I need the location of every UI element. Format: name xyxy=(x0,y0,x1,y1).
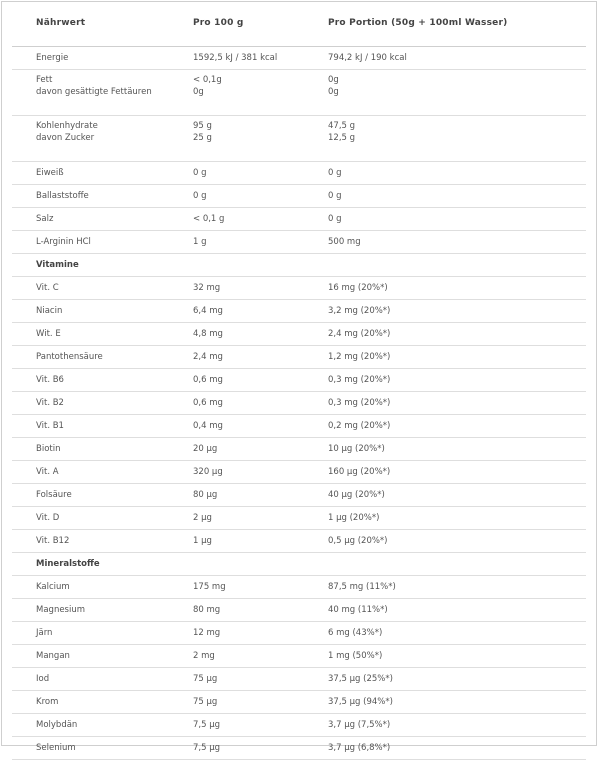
per-100g-cell xyxy=(193,120,212,144)
table-row xyxy=(12,507,586,530)
per-100g-cell xyxy=(193,466,223,478)
per-portion-cell xyxy=(328,374,390,386)
per-portion-cell-value: 37,5 µg (94%*) xyxy=(328,697,393,707)
per-100g-cell-value: 7,5 µg xyxy=(193,743,221,753)
per-100g-cell-value: 1 g xyxy=(193,237,207,247)
per-portion-cell xyxy=(328,305,390,317)
per-portion-cell-value: 1 µg (20%*) xyxy=(328,513,380,523)
nutrient-name-value: Iod xyxy=(36,674,50,684)
per-portion-cell-value: 6 mg (43%*) xyxy=(328,628,383,638)
nutrient-name-value: L-Arginin HCl xyxy=(36,237,91,247)
per-portion-cell-value: 47,5 g xyxy=(328,121,356,131)
table-row xyxy=(12,277,586,300)
per-100g-cell xyxy=(193,52,277,64)
per-portion-cell xyxy=(328,650,382,662)
per-100g-cell xyxy=(193,742,220,754)
table-row xyxy=(12,185,586,208)
nutrient-name xyxy=(36,719,77,731)
per-100g-cell xyxy=(193,374,223,386)
per-portion-cell xyxy=(328,282,388,294)
per-100g-cell-value: 1 µg xyxy=(193,536,212,546)
per-100g-cell-value: 0 g xyxy=(193,168,207,178)
nutrient-name-value: Magnesium xyxy=(36,605,86,615)
nutrient-name xyxy=(36,512,59,524)
per-portion-cell xyxy=(328,236,361,248)
per-portion-cell-value: 0,5 µg (20%*) xyxy=(328,536,388,546)
per-portion-cell-value: 87,5 mg (11%*) xyxy=(328,582,396,592)
nutrient-name xyxy=(36,535,69,547)
nutrient-name-value: Energie xyxy=(36,53,69,63)
table-row xyxy=(12,645,586,668)
per-100g-cell-value: 12 mg xyxy=(193,628,221,638)
nutrient-name xyxy=(36,581,70,593)
nutrient-name xyxy=(36,120,98,144)
per-100g-cell xyxy=(193,512,212,524)
per-100g-cell-value: 7,5 µg xyxy=(193,720,221,730)
section-row xyxy=(12,254,586,277)
per-portion-cell xyxy=(328,489,385,501)
table-row xyxy=(12,231,586,254)
per-portion-cell xyxy=(328,397,390,409)
per-100g-cell xyxy=(193,190,207,202)
per-portion-cell-value: 3,2 mg (20%*) xyxy=(328,306,391,316)
per-100g-cell-value: 0,6 mg xyxy=(193,375,223,385)
nutrient-name xyxy=(36,696,58,708)
per-portion-cell xyxy=(328,351,390,363)
table-row xyxy=(12,47,586,70)
nutrient-name-value: Biotin xyxy=(36,444,61,454)
per-portion-cell-value: 1,2 mg (20%*) xyxy=(328,352,391,362)
section-label: Mineralstoffe xyxy=(36,559,100,569)
table-row xyxy=(12,323,586,346)
per-100g-cell-value: 0 g xyxy=(193,191,207,201)
nutrient-name-value: Krom xyxy=(36,697,59,707)
table-row xyxy=(12,70,586,116)
nutrition-table xyxy=(1,1,597,753)
nutrient-name-value: Vit. A xyxy=(36,467,59,477)
per-portion-cell xyxy=(328,696,393,708)
per-portion-cell-value: 0,3 mg (20%*) xyxy=(328,398,391,408)
per-portion-cell xyxy=(328,742,390,754)
per-portion-cell xyxy=(328,420,390,432)
nutrient-name-value: Kohlenhydrate xyxy=(36,121,98,131)
per-100g-cell-value: 75 µg xyxy=(193,674,218,684)
nutrient-name-value: Vit. B12 xyxy=(36,536,70,546)
per-100g-cell xyxy=(193,581,226,593)
per-portion-cell-value: 0g xyxy=(328,75,339,85)
per-portion-cell-value: 3,7 µg (7,5%*) xyxy=(328,720,391,730)
per-portion-cell-value: 40 µg (20%*) xyxy=(328,490,385,500)
per-100g-cell-value: 95 g xyxy=(193,121,212,131)
nutrient-name xyxy=(36,374,64,386)
per-portion-cell-value: 0 g xyxy=(328,214,342,224)
per-100g-cell xyxy=(193,535,212,547)
per-portion-cell-value: 37,5 µg (25%*) xyxy=(328,674,393,684)
table-row xyxy=(12,484,586,507)
nutrient-name-value: Kalcium xyxy=(36,582,70,592)
nutrient-name-value: Eiweiß xyxy=(36,168,64,178)
per-portion-cell-value: 0,3 mg (20%*) xyxy=(328,375,391,385)
per-100g-cell-value: 6,4 mg xyxy=(193,306,223,316)
per-portion-cell-value: 794,2 kJ / 190 kcal xyxy=(328,53,407,63)
per-portion-cell-value: 40 mg (11%*) xyxy=(328,605,388,615)
per-100g-cell-value: 2,4 mg xyxy=(193,352,223,362)
nutrient-name xyxy=(36,673,49,685)
nutrient-name-value: Vit. B1 xyxy=(36,421,64,431)
per-100g-cell xyxy=(193,328,223,340)
per-100g-cell xyxy=(193,650,215,662)
nutrient-name xyxy=(36,742,76,754)
nutrient-name xyxy=(36,351,103,363)
table-row xyxy=(12,116,586,162)
header-per-100g: Pro 100 g xyxy=(193,18,244,28)
nutrient-name xyxy=(36,305,62,317)
per-portion-cell xyxy=(328,74,339,98)
nutrient-name-value: Vit. D xyxy=(36,513,60,523)
per-100g-cell xyxy=(193,489,217,501)
nutrient-name xyxy=(36,650,70,662)
table-row xyxy=(12,162,586,185)
per-100g-cell xyxy=(193,167,207,179)
per-100g-cell xyxy=(193,213,224,225)
nutrient-name-value: Vit. B2 xyxy=(36,398,64,408)
nutrient-name xyxy=(36,328,61,340)
table-header xyxy=(2,2,596,46)
nutrient-name-value: Selenium xyxy=(36,743,76,753)
table-row xyxy=(12,369,586,392)
per-100g-cell-value: 75 µg xyxy=(193,697,218,707)
table-row xyxy=(12,576,586,599)
per-portion-cell-value: 0 g xyxy=(328,168,342,178)
nutrient-name xyxy=(36,167,64,179)
nutrient-name-value: Fett xyxy=(36,75,53,85)
per-100g-cell-subvalue: 25 g xyxy=(193,133,212,143)
per-100g-cell xyxy=(193,443,217,455)
per-portion-cell xyxy=(328,627,382,639)
table-row xyxy=(12,530,586,553)
per-100g-cell-value: < 0,1 g xyxy=(193,214,225,224)
per-100g-cell-value: 0,6 mg xyxy=(193,398,223,408)
section-label: Vitamine xyxy=(36,260,79,270)
table-row xyxy=(12,392,586,415)
per-portion-cell xyxy=(328,328,390,340)
per-portion-cell xyxy=(328,581,396,593)
per-100g-cell-value: 4,8 mg xyxy=(193,329,223,339)
per-100g-cell-subvalue: 0g xyxy=(193,87,204,97)
per-portion-cell xyxy=(328,443,385,455)
nutrient-name xyxy=(36,489,72,501)
per-portion-cell-value: 160 µg (20%*) xyxy=(328,467,391,477)
nutrient-name xyxy=(36,282,59,294)
per-100g-cell-value: 1592,5 kJ / 381 kcal xyxy=(193,53,278,63)
per-portion-cell-value: 3,7 µg (6,8%*) xyxy=(328,743,391,753)
per-portion-cell-value: 16 mg (20%*) xyxy=(328,283,388,293)
nutrient-name xyxy=(36,627,52,639)
per-portion-cell-subvalue: 0g xyxy=(328,87,339,97)
per-100g-cell-value: 80 mg xyxy=(193,605,221,615)
per-100g-cell-value: 2 µg xyxy=(193,513,212,523)
per-portion-cell xyxy=(328,190,342,202)
per-portion-cell-subvalue: 12,5 g xyxy=(328,133,356,143)
table-row xyxy=(12,461,586,484)
nutrient-name-value: Pantothensäure xyxy=(36,352,103,362)
per-100g-cell-value: 0,4 mg xyxy=(193,421,223,431)
nutrient-name-value: Folsäure xyxy=(36,490,72,500)
per-portion-cell xyxy=(328,512,379,524)
per-100g-cell xyxy=(193,397,223,409)
per-100g-cell-value: 320 µg xyxy=(193,467,223,477)
per-portion-cell xyxy=(328,52,407,64)
table-row xyxy=(12,622,586,645)
table-row xyxy=(12,438,586,461)
per-100g-cell xyxy=(193,719,220,731)
nutrient-name-value: Wit. E xyxy=(36,329,61,339)
nutrient-name xyxy=(36,443,60,455)
nutrient-name xyxy=(36,604,85,616)
table-row xyxy=(12,208,586,231)
per-100g-cell xyxy=(193,282,220,294)
nutrient-name-value: Vit. C xyxy=(36,283,59,293)
table-row xyxy=(12,300,586,323)
per-portion-cell-value: 10 µg (20%*) xyxy=(328,444,385,454)
nutrient-name-value: Molybdän xyxy=(36,720,78,730)
per-100g-cell xyxy=(193,420,223,432)
per-100g-cell xyxy=(193,351,223,363)
table-row xyxy=(12,415,586,438)
per-portion-cell xyxy=(328,466,390,478)
table-row xyxy=(12,714,586,737)
per-portion-cell xyxy=(328,719,390,731)
per-100g-cell xyxy=(193,627,220,639)
per-100g-cell xyxy=(193,236,207,248)
per-portion-cell-value: 500 mg xyxy=(328,237,361,247)
nutrient-name xyxy=(36,420,64,432)
table-body xyxy=(2,47,596,760)
per-100g-cell-value: 80 µg xyxy=(193,490,218,500)
table-row xyxy=(12,691,586,714)
per-100g-cell xyxy=(193,305,223,317)
nutrient-name-value: Järn xyxy=(36,628,53,638)
nutrient-name xyxy=(36,74,152,98)
per-100g-cell-value: 175 mg xyxy=(193,582,226,592)
per-portion-cell-value: 0,2 mg (20%*) xyxy=(328,421,391,431)
nutrient-name-value: Salz xyxy=(36,214,54,224)
nutrient-name xyxy=(36,52,68,64)
nutrient-name xyxy=(36,236,91,248)
nutrient-name xyxy=(36,190,89,202)
per-portion-cell-value: 1 mg (50%*) xyxy=(328,651,383,661)
per-portion-cell xyxy=(328,213,342,225)
nutrient-name-value: Niacin xyxy=(36,306,63,316)
nutrient-name-value: Vit. B6 xyxy=(36,375,64,385)
per-100g-cell-value: 2 mg xyxy=(193,651,215,661)
nutrient-name xyxy=(36,466,59,478)
section-row xyxy=(12,553,586,576)
header-per-portion: Pro Portion (50g + 100ml Wasser) xyxy=(328,18,508,28)
nutrient-name xyxy=(36,213,53,225)
per-portion-cell-value: 0 g xyxy=(328,191,342,201)
nutrient-name-value: Mangan xyxy=(36,651,70,661)
per-100g-cell-value: 32 mg xyxy=(193,283,221,293)
per-portion-cell xyxy=(328,673,393,685)
table-row xyxy=(12,599,586,622)
per-100g-cell xyxy=(193,604,220,616)
per-portion-cell xyxy=(328,604,388,616)
table-row xyxy=(12,668,586,691)
per-100g-cell xyxy=(193,696,217,708)
header-nutrient: Nährwert xyxy=(36,18,86,28)
per-portion-cell-value: 2,4 mg (20%*) xyxy=(328,329,391,339)
nutrient-name xyxy=(36,397,64,409)
table-row xyxy=(12,346,586,369)
per-portion-cell xyxy=(328,167,342,179)
per-100g-cell-value: 20 µg xyxy=(193,444,218,454)
nutrient-name-subvalue: davon gesättigte Fettäuren xyxy=(36,87,152,97)
per-100g-cell xyxy=(193,673,217,685)
per-portion-cell xyxy=(328,535,388,547)
per-100g-cell-value: < 0,1g xyxy=(193,75,222,85)
per-100g-cell xyxy=(193,74,222,98)
nutrient-name-value: Ballaststoffe xyxy=(36,191,89,201)
nutrient-name-subvalue: davon Zucker xyxy=(36,133,95,143)
per-portion-cell xyxy=(328,120,355,144)
